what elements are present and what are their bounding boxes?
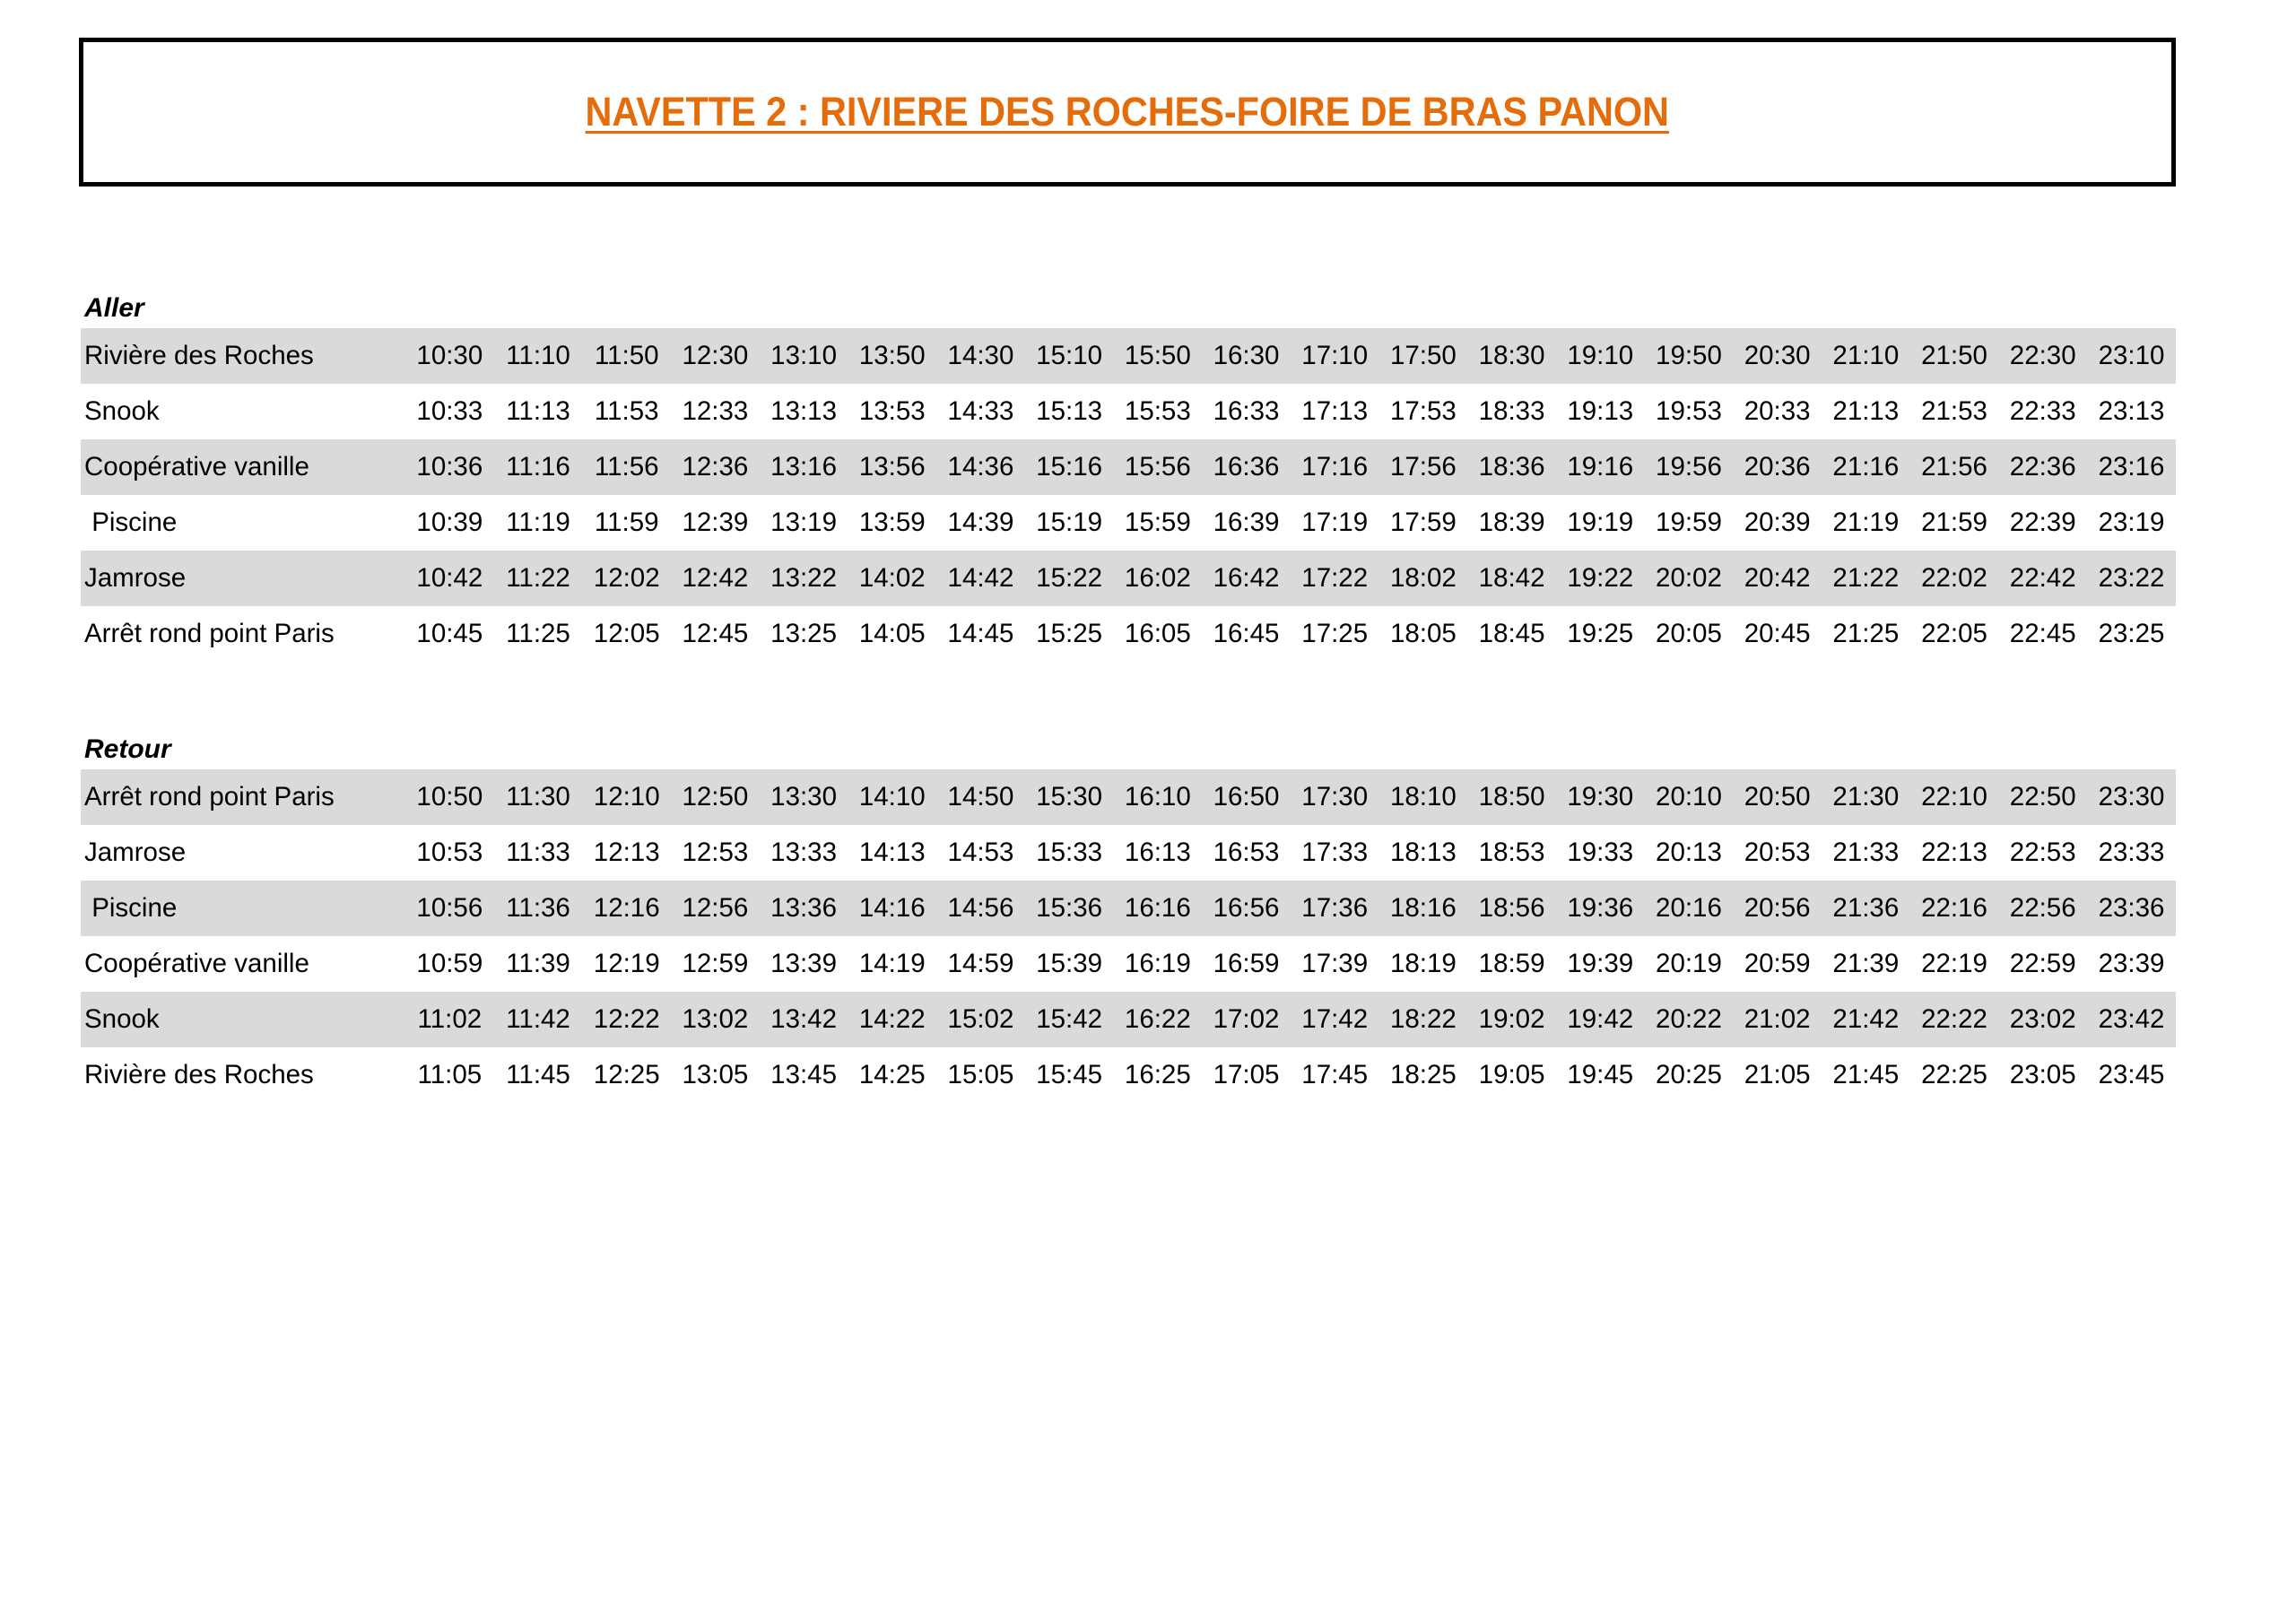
- departure-time: 21:19: [1832, 508, 1900, 537]
- departure-time: 20:25: [1656, 1060, 1722, 1089]
- departure-time: 21:10: [1822, 328, 1910, 384]
- departure-time: 23:13: [2098, 396, 2165, 426]
- departure-time: 15:50: [1114, 328, 1203, 384]
- departure-time: 19:02: [1467, 992, 1556, 1047]
- departure-time: 22:50: [1998, 769, 2087, 825]
- departure-time: 14:59: [947, 949, 1014, 978]
- departure-time: 18:45: [1478, 619, 1545, 648]
- departure-time: 23:33: [2098, 838, 2165, 867]
- departure-time: 13:50: [848, 328, 936, 384]
- departure-time: 17:10: [1291, 328, 1379, 384]
- departure-time: 17:16: [1291, 439, 1379, 495]
- departure-time: 15:53: [1124, 396, 1191, 426]
- departure-time: 17:30: [1291, 769, 1379, 825]
- departure-time: 10:36: [405, 439, 494, 495]
- departure-time: 16:56: [1202, 881, 1291, 936]
- departure-time: 14:25: [858, 1060, 926, 1089]
- departure-time: 11:19: [506, 508, 570, 537]
- departure-time: 18:39: [1478, 508, 1545, 537]
- table-row: [81, 384, 2176, 439]
- departure-time: 16:02: [1114, 551, 1203, 606]
- departure-time: 22:16: [1910, 881, 1999, 936]
- departure-time: 18:05: [1389, 619, 1457, 648]
- departure-time: 16:10: [1114, 769, 1203, 825]
- departure-time: 13:19: [770, 508, 837, 537]
- departure-time: 15:02: [936, 992, 1025, 1047]
- departure-time: 19:50: [1645, 328, 1734, 384]
- departure-time: 21:59: [1921, 508, 1987, 537]
- departure-time: 12:56: [671, 881, 760, 936]
- departure-time: 10:56: [405, 881, 494, 936]
- retour-timetable: [81, 769, 2176, 1103]
- departure-time: 15:33: [1036, 838, 1103, 867]
- departure-time: 21:16: [1822, 439, 1910, 495]
- departure-time: 20:59: [1744, 949, 1811, 978]
- table-row: [81, 495, 2176, 551]
- departure-time: 16:13: [1124, 838, 1191, 867]
- departure-time: 16:36: [1202, 439, 1291, 495]
- departure-time: 19:25: [1567, 619, 1634, 648]
- departure-time: 16:39: [1213, 508, 1280, 537]
- departure-time: 22:30: [1998, 328, 2087, 384]
- departure-time: 13:10: [760, 328, 848, 384]
- departure-time: 20:13: [1656, 838, 1722, 867]
- departure-time: 22:25: [1921, 1060, 1987, 1089]
- departure-time: 15:30: [1025, 769, 1114, 825]
- departure-time: 10:59: [416, 949, 483, 978]
- departure-time: 23:42: [2087, 992, 2176, 1047]
- stop-name: Arrêt rond point Paris: [81, 769, 405, 825]
- stop-name: Snook: [81, 992, 405, 1047]
- departure-time: 15:16: [1025, 439, 1114, 495]
- departure-time: 20:36: [1733, 439, 1822, 495]
- retour-rows: [81, 769, 2176, 1103]
- departure-time: 18:33: [1478, 396, 1545, 426]
- departure-time: 11:02: [405, 992, 494, 1047]
- departure-time: 11:33: [506, 838, 570, 867]
- departure-time: 10:39: [416, 508, 483, 537]
- departure-time: 18:50: [1467, 769, 1556, 825]
- departure-time: 18:59: [1478, 949, 1545, 978]
- departure-time: 12:45: [682, 619, 749, 648]
- departure-time: 11:22: [494, 551, 583, 606]
- departure-time: 20:10: [1645, 769, 1734, 825]
- departure-time: 21:42: [1822, 992, 1910, 1047]
- departure-time: 11:53: [594, 396, 659, 426]
- departure-time: 12:36: [671, 439, 760, 495]
- departure-time: 17:39: [1301, 949, 1369, 978]
- departure-time: 19:53: [1656, 396, 1722, 426]
- departure-time: 17:56: [1379, 439, 1468, 495]
- departure-time: 14:53: [947, 838, 1014, 867]
- departure-time: 18:10: [1379, 769, 1468, 825]
- departure-time: 11:50: [582, 328, 671, 384]
- departure-time: 20:05: [1656, 619, 1722, 648]
- title-box: [79, 38, 2176, 187]
- departure-time: 10:33: [416, 396, 483, 426]
- departure-time: 14:02: [848, 551, 936, 606]
- departure-time: 16:05: [1124, 619, 1191, 648]
- departure-time: 23:36: [2087, 881, 2176, 936]
- departure-time: 13:53: [858, 396, 926, 426]
- departure-time: 18:53: [1478, 838, 1545, 867]
- departure-time: 22:22: [1910, 992, 1999, 1047]
- stop-name: Coopérative vanille: [84, 949, 309, 978]
- departure-time: 21:33: [1832, 838, 1900, 867]
- departure-time: 14:39: [947, 508, 1014, 537]
- departure-time: 14:22: [848, 992, 936, 1047]
- departure-time: 22:02: [1910, 551, 1999, 606]
- departure-time: 17:36: [1291, 881, 1379, 936]
- departure-time: 23:30: [2087, 769, 2176, 825]
- departure-time: 13:22: [760, 551, 848, 606]
- departure-time: 16:50: [1202, 769, 1291, 825]
- departure-time: 22:36: [1998, 439, 2087, 495]
- departure-time: 20:22: [1645, 992, 1734, 1047]
- departure-time: 19:36: [1556, 881, 1645, 936]
- departure-time: 17:22: [1291, 551, 1379, 606]
- stop-name: Snook: [84, 396, 160, 426]
- departure-time: 19:10: [1556, 328, 1645, 384]
- departure-time: 16:22: [1114, 992, 1203, 1047]
- departure-time: 21:05: [1744, 1060, 1811, 1089]
- departure-time: 23:16: [2087, 439, 2176, 495]
- departure-time: 20:19: [1656, 949, 1722, 978]
- departure-time: 21:56: [1910, 439, 1999, 495]
- departure-time: 13:36: [760, 881, 848, 936]
- departure-time: 17:33: [1301, 838, 1369, 867]
- table-row: [81, 328, 2176, 384]
- departure-time: 15:25: [1036, 619, 1103, 648]
- departure-time: 22:53: [2009, 838, 2076, 867]
- departure-time: 20:39: [1744, 508, 1811, 537]
- stop-name: Rivière des Roches: [84, 1060, 314, 1089]
- departure-time: 14:10: [848, 769, 936, 825]
- departure-time: 15:22: [1025, 551, 1114, 606]
- departure-time: 10:50: [405, 769, 494, 825]
- departure-time: 16:25: [1124, 1060, 1191, 1089]
- departure-time: 13:25: [770, 619, 837, 648]
- table-row: [81, 825, 2176, 881]
- departure-time: 19:39: [1567, 949, 1634, 978]
- departure-time: 12:33: [682, 396, 749, 426]
- departure-time: 12:10: [582, 769, 671, 825]
- departure-time: 22:42: [1998, 551, 2087, 606]
- departure-time: 17:13: [1301, 396, 1369, 426]
- departure-time: 12:30: [671, 328, 760, 384]
- departure-time: 16:30: [1202, 328, 1291, 384]
- departure-time: 20:50: [1733, 769, 1822, 825]
- departure-time: 13:05: [682, 1060, 749, 1089]
- stop-name: Jamrose: [84, 838, 187, 867]
- departure-time: 19:45: [1567, 1060, 1634, 1089]
- departure-time: 22:39: [2009, 508, 2076, 537]
- aller-section: [81, 289, 2176, 662]
- departure-time: 11:59: [594, 508, 659, 537]
- departure-time: 18:25: [1389, 1060, 1457, 1089]
- retour-section: [81, 730, 2176, 1103]
- departure-time: 15:45: [1036, 1060, 1103, 1089]
- stop-name: Arrêt rond point Paris: [84, 619, 335, 648]
- departure-time: 13:42: [760, 992, 848, 1047]
- departure-time: 16:53: [1213, 838, 1280, 867]
- departure-time: 13:39: [770, 949, 837, 978]
- departure-time: 14:19: [858, 949, 926, 978]
- departure-time: 18:02: [1379, 551, 1468, 606]
- departure-time: 19:59: [1656, 508, 1722, 537]
- stop-name: Piscine: [84, 508, 178, 537]
- departure-time: 12:50: [671, 769, 760, 825]
- departure-time: 22:33: [2009, 396, 2076, 426]
- departure-time: 12:16: [582, 881, 671, 936]
- departure-time: 21:25: [1832, 619, 1900, 648]
- departure-time: 18:42: [1467, 551, 1556, 606]
- departure-time: 20:53: [1744, 838, 1811, 867]
- departure-time: 13:45: [770, 1060, 837, 1089]
- departure-time: 12:19: [593, 949, 660, 978]
- departure-time: 15:13: [1036, 396, 1103, 426]
- table-row: [81, 936, 2176, 992]
- departure-time: 11:45: [506, 1060, 570, 1089]
- departure-time: 19:42: [1556, 992, 1645, 1047]
- departure-time: 18:16: [1379, 881, 1468, 936]
- departure-time: 18:13: [1389, 838, 1457, 867]
- departure-time: 17:59: [1389, 508, 1457, 537]
- departure-time: 20:56: [1733, 881, 1822, 936]
- departure-time: 12:42: [671, 551, 760, 606]
- aller-timetable: [81, 328, 2176, 662]
- departure-time: 11:10: [494, 328, 583, 384]
- departure-time: 13:02: [671, 992, 760, 1047]
- departure-time: 19:05: [1478, 1060, 1545, 1089]
- departure-time: 20:42: [1733, 551, 1822, 606]
- departure-time: 19:33: [1567, 838, 1634, 867]
- departure-time: 17:19: [1301, 508, 1369, 537]
- departure-time: 10:30: [405, 328, 494, 384]
- departure-time: 11:05: [417, 1060, 483, 1089]
- departure-time: 12:39: [682, 508, 749, 537]
- stop-name: Rivière des Roches: [81, 328, 405, 384]
- departure-time: 10:53: [416, 838, 483, 867]
- departure-time: 13:59: [858, 508, 926, 537]
- table-row: [81, 881, 2176, 936]
- departure-time: 20:33: [1744, 396, 1811, 426]
- departure-time: 11:39: [506, 949, 570, 978]
- departure-time: 11:42: [494, 992, 583, 1047]
- departure-time: 12:25: [593, 1060, 660, 1089]
- departure-time: 21:36: [1822, 881, 1910, 936]
- departure-time: 15:05: [947, 1060, 1014, 1089]
- table-row: [81, 439, 2176, 495]
- departure-time: 23:45: [2098, 1060, 2165, 1089]
- departure-time: 12:22: [582, 992, 671, 1047]
- departure-time: 11:30: [494, 769, 583, 825]
- departure-time: 17:50: [1379, 328, 1468, 384]
- departure-time: 12:53: [682, 838, 749, 867]
- departure-time: 21:50: [1910, 328, 1999, 384]
- departure-time: 10:45: [416, 619, 483, 648]
- departure-time: 11:25: [506, 619, 570, 648]
- departure-time: 19:13: [1567, 396, 1634, 426]
- stop-name: Coopérative vanille: [81, 439, 405, 495]
- table-row: [81, 551, 2176, 606]
- retour-label: Retour: [84, 734, 171, 764]
- departure-time: 15:56: [1114, 439, 1203, 495]
- departure-time: 13:16: [760, 439, 848, 495]
- departure-time: 13:30: [760, 769, 848, 825]
- departure-time: 14:42: [936, 551, 1025, 606]
- departure-time: 14:16: [848, 881, 936, 936]
- departure-time: 15:19: [1036, 508, 1103, 537]
- departure-time: 23:39: [2098, 949, 2165, 978]
- departure-time: 13:13: [770, 396, 837, 426]
- departure-time: 15:42: [1025, 992, 1114, 1047]
- departure-time: 21:13: [1832, 396, 1900, 426]
- departure-time: 11:36: [494, 881, 583, 936]
- departure-time: 22:13: [1921, 838, 1987, 867]
- departure-time: 21:53: [1921, 396, 1987, 426]
- departure-time: 23:02: [1998, 992, 2087, 1047]
- departure-time: 14:36: [936, 439, 1025, 495]
- table-row: [81, 769, 2176, 825]
- aller-label: Aller: [84, 293, 144, 323]
- departure-time: 14:30: [936, 328, 1025, 384]
- departure-time: 19:56: [1645, 439, 1734, 495]
- departure-time: 11:56: [582, 439, 671, 495]
- table-row: [81, 1047, 2176, 1103]
- departure-time: 18:19: [1389, 949, 1457, 978]
- departure-time: 22:59: [2009, 949, 2076, 978]
- departure-time: 15:39: [1036, 949, 1103, 978]
- departure-time: 15:36: [1025, 881, 1114, 936]
- departure-time: 21:22: [1822, 551, 1910, 606]
- departure-time: 14:45: [947, 619, 1014, 648]
- departure-time: 14:56: [936, 881, 1025, 936]
- departure-time: 12:59: [682, 949, 749, 978]
- departure-time: 14:33: [947, 396, 1014, 426]
- departure-time: 23:10: [2087, 328, 2176, 384]
- departure-time: 11:16: [494, 439, 583, 495]
- departure-time: 13:56: [848, 439, 936, 495]
- departure-time: 22:10: [1910, 769, 1999, 825]
- departure-time: 14:05: [858, 619, 926, 648]
- departure-time: 22:19: [1921, 949, 1987, 978]
- departure-time: 12:13: [593, 838, 660, 867]
- departure-time: 23:05: [2009, 1060, 2076, 1089]
- departure-time: 14:50: [936, 769, 1025, 825]
- departure-time: 15:10: [1025, 328, 1114, 384]
- departure-time: 17:53: [1389, 396, 1457, 426]
- departure-time: 23:22: [2087, 551, 2176, 606]
- departure-time: 20:02: [1645, 551, 1734, 606]
- departure-time: 23:25: [2098, 619, 2165, 648]
- departure-time: 16:45: [1213, 619, 1280, 648]
- departure-time: 18:22: [1379, 992, 1468, 1047]
- departure-time: 21:02: [1733, 992, 1822, 1047]
- departure-time: 19:30: [1556, 769, 1645, 825]
- stop-name: Jamrose: [81, 551, 405, 606]
- departure-time: 18:36: [1467, 439, 1556, 495]
- departure-time: 21:39: [1832, 949, 1900, 978]
- departure-time: 17:02: [1202, 992, 1291, 1047]
- departure-time: 22:45: [2009, 619, 2076, 648]
- departure-time: 17:05: [1213, 1060, 1280, 1089]
- departure-time: 16:59: [1213, 949, 1280, 978]
- departure-time: 17:45: [1301, 1060, 1369, 1089]
- table-row: [81, 606, 2176, 662]
- departure-time: 22:05: [1921, 619, 1987, 648]
- departure-time: 19:19: [1567, 508, 1634, 537]
- departure-time: 16:42: [1202, 551, 1291, 606]
- departure-time: 20:16: [1645, 881, 1734, 936]
- departure-time: 20:30: [1733, 328, 1822, 384]
- departure-time: 18:30: [1467, 328, 1556, 384]
- departure-time: 23:19: [2098, 508, 2165, 537]
- table-row: [81, 992, 2176, 1047]
- departure-time: 12:02: [582, 551, 671, 606]
- stop-name: Piscine: [81, 881, 405, 936]
- departure-time: 21:45: [1832, 1060, 1900, 1089]
- departure-time: 14:13: [858, 838, 926, 867]
- page-title: NAVETTE 2 : RIVIERE DES ROCHES-FOIRE DE BRAS PANON: [585, 89, 1670, 135]
- departure-time: 16:16: [1114, 881, 1203, 936]
- departure-time: 10:42: [405, 551, 494, 606]
- departure-time: 22:56: [1998, 881, 2087, 936]
- departure-time: 13:33: [770, 838, 837, 867]
- departure-time: 18:56: [1467, 881, 1556, 936]
- departure-time: 21:30: [1822, 769, 1910, 825]
- departure-time: 19:22: [1556, 551, 1645, 606]
- departure-time: 17:25: [1301, 619, 1369, 648]
- aller-rows: [81, 328, 2176, 662]
- departure-time: 15:59: [1124, 508, 1191, 537]
- departure-time: 11:13: [506, 396, 570, 426]
- departure-time: 19:16: [1556, 439, 1645, 495]
- departure-time: 16:19: [1124, 949, 1191, 978]
- departure-time: 17:42: [1291, 992, 1379, 1047]
- departure-time: 12:05: [593, 619, 660, 648]
- departure-time: 16:33: [1213, 396, 1280, 426]
- departure-time: 20:45: [1744, 619, 1811, 648]
